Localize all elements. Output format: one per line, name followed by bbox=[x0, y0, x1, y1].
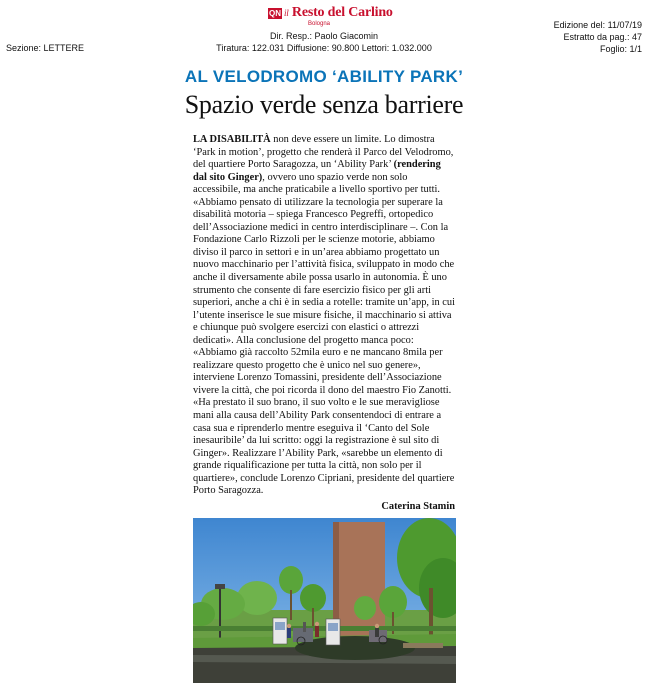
director-label: Dir. Resp.: Paolo Giacomin bbox=[269, 31, 379, 41]
circulation-label: Tiratura: 122.031 Diffusione: 90.800 Lettori: 1.032.000 bbox=[216, 43, 432, 53]
ability-park-rendering bbox=[193, 518, 456, 683]
logo-prefix: il bbox=[284, 8, 289, 18]
newspaper-logo bbox=[268, 5, 398, 27]
article-title: Spazio verde senza barriere bbox=[184, 90, 464, 119]
sheet-number: Foglio: 1/1 bbox=[599, 44, 642, 54]
logo-name: Resto del Carlino bbox=[291, 5, 393, 20]
article-text-1: non deve essere un limite. Lo dimostra ‘Park in motion’, progetto che renderà il Parco del Velodromo, del quartiere Porto Saragozza, un ‘Ability Park’ bbox=[193, 134, 454, 171]
article-kicker: AL VELODROMO ‘ABILITY PARK’ bbox=[184, 67, 464, 86]
article-lead: LA DISABILITÀ bbox=[193, 134, 271, 145]
page-extract: Estratto da pag.: 47 bbox=[563, 32, 642, 42]
section-label: Sezione: LETTERE bbox=[6, 43, 85, 53]
logo-city: Bologna bbox=[308, 21, 331, 27]
image-caption: (rendering dal sito Ginger) bbox=[193, 159, 441, 183]
edition-date: Edizione del: 11/07/19 bbox=[553, 20, 642, 30]
article-body bbox=[193, 134, 455, 498]
qn-logo-icon: QN bbox=[269, 9, 281, 18]
article-author: Caterina Stamin bbox=[381, 501, 455, 512]
article-text-2: , ovvero uno spazio verde non solo accessibile, ma anche praticabile a livello sportivo per tutti. «Abbiamo pensato di utilizzare la tecnologia per superare la disabilità motoria – spiega Francesco Pegreffi, ortopedico dell’Associazione medici in centro interdisciplinare –. Con la Fondazione Carlo Rizzoli per le scienze motorie, abbiamo diviso il parco in settori e in un’area abbiamo progettato un nuovo macchinario per l’attività fisica, sviluppato in modo che anche il diversamente abile possa usarlo in autonomia. È uno strumento che consente di fare esercizio fisico per gli arti superiori, anche a chi è in sedia a rotelle: tramite un’app, in cui l’utente inserisce le sue misure fisiche, il macchinario si attiva e chiunque può svolgere esercizi con elastici o attrezzi dedicati». Alla conclusione del progetto manca poco: «Abbiamo già raccolto 52mila euro e ne mancano 8mila per realizzare questo progetto che è unico nel suo genere», interviene Lorenzo Tomassini, presidente dell’Associazione vivere la città, che poi ricorda il dono del maestro Fio Zanotti. «Ha prestato il suo brano, il suo volto e le sue meravigliose mani alla causa dell’Ability Park consentendoci di entrare a casa sua e riprenderlo mentre eseguiva il ‘Canto del Sole inesauribile’ da lui scritto: oggi la registrazione è sul sito di Ginger». Realizzare l’Ability Park, «sarebbe un elemento di grande riqualificazione per tutta la città, non solo per il quartiere», conclude Lorenzo Cipriani, presidente del quartiere Porto Saragozza. bbox=[193, 171, 455, 497]
